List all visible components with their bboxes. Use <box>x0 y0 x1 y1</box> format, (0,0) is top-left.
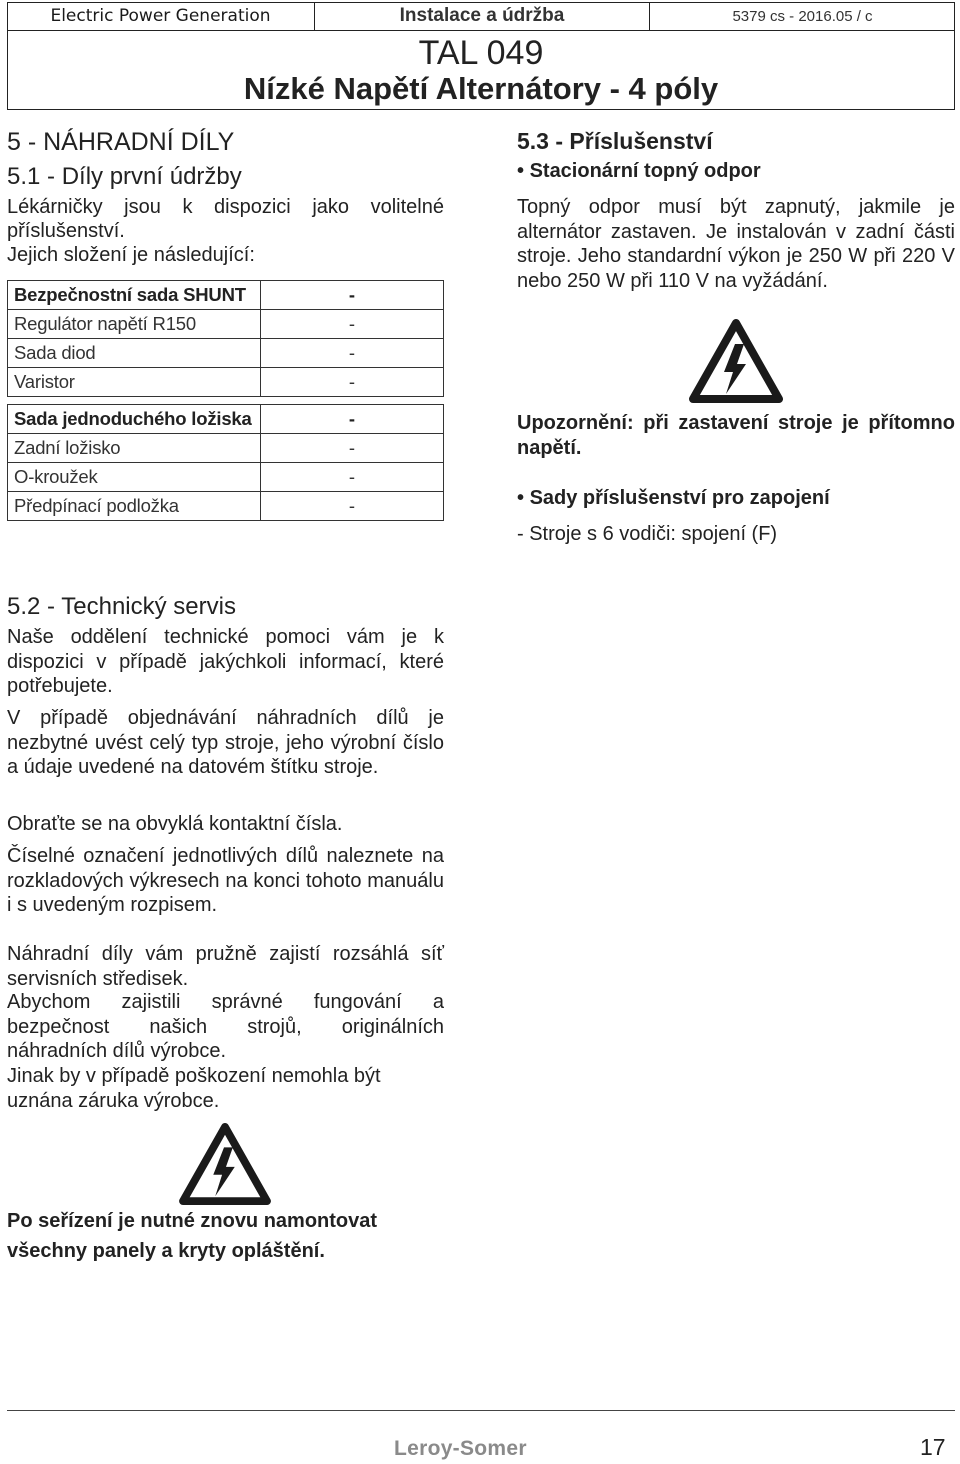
part-name: Sada diod <box>8 339 261 368</box>
bullet-heater: • Stacionární topný odpor <box>517 160 761 182</box>
table-row <box>8 368 444 397</box>
service-paragraph-6: Abychom zajistili správné fungování a bezpečnost našich strojů, originálních náhradních dílů výrobce. <box>7 991 444 1062</box>
panels-notice: Po seřízení je nutné znovu namontovat všechny panely a kryty opláštění. <box>7 1210 378 1262</box>
section-heading-5-2: 5.2 - Technický servis <box>7 593 236 620</box>
part-value: - <box>261 339 444 368</box>
high-voltage-warning-icon <box>688 318 784 404</box>
table-row <box>8 434 444 463</box>
table-row <box>8 339 444 368</box>
intro-line-1: Lékárničky jsou k dispozici jako volitelné <box>7 196 444 218</box>
service-paragraph-5: Náhradní díly vám pružně zajistí rozsáhlá síť servisních středisek. <box>7 943 444 990</box>
parts-table-shunt <box>7 280 444 397</box>
intro-line-3: Jejich složení je následující: <box>7 244 255 266</box>
section-heading-5-1: 5.1 - Díly první údržby <box>7 163 242 190</box>
intro-line-2: příslušenství. <box>7 220 125 242</box>
service-paragraph-2: V případě objednávání náhradních dílů je nezbytné uvést celý typ stroje, jeho výrobní číslo a údaje uvedené na datovém štítku stroje. <box>7 707 444 778</box>
chapter-heading: 5 - NÁHRADNÍ DÍLY <box>7 128 235 156</box>
table-row <box>8 405 444 434</box>
footer-divider <box>7 1410 955 1411</box>
part-name: Bezpečnostní sada SHUNT <box>8 281 261 310</box>
service-paragraph-7: Jinak by v případě poškození nemohla být uznána záruka výrobce. <box>7 1065 381 1112</box>
part-value: - <box>261 368 444 397</box>
service-paragraph-1: Naše oddělení technické pomoci vám je k dispozici v případě jakýchkoli informací, které potřebujete. <box>7 626 444 697</box>
bullet-connection-kits: • Sady příslušenství pro zapojení <box>517 487 830 509</box>
heater-description: Topný odpor musí být zapnutý, jakmile je alternátor zastaven. Je instalován v zadní části stroje. Jeho standardní výkon je 250 W při 220 V nebo 250 W při 110 V na vyžádání. <box>517 196 955 292</box>
table-row <box>8 463 444 492</box>
part-name: Regulátor napětí R150 <box>8 310 261 339</box>
part-value: - <box>261 405 444 434</box>
high-voltage-warning-icon <box>178 1122 272 1206</box>
voltage-warning-text: Upozornění: při zastavení stroje je přítomno napětí. <box>517 412 955 459</box>
part-name: Předpínací podložka <box>8 492 261 521</box>
part-value: - <box>261 492 444 521</box>
part-value: - <box>261 434 444 463</box>
section-heading-5-3: 5.3 - Příslušenství <box>517 128 713 154</box>
parts-table-bearing <box>7 404 444 521</box>
page-number: 17 <box>920 1434 946 1460</box>
part-value: - <box>261 463 444 492</box>
part-name: O-kroužek <box>8 463 261 492</box>
table-row <box>8 492 444 521</box>
doc-title: TAL 049 <box>418 34 544 72</box>
connection-description: - Stroje s 6 vodiči: spojení (F) <box>517 523 778 545</box>
header-section: Instalace a údržba <box>315 2 650 31</box>
part-name: Varistor <box>8 368 261 397</box>
leroy-somer-logo: Leroy-Somer <box>394 1437 527 1460</box>
table-row <box>8 310 444 339</box>
header-company: Electric Power Generation <box>7 2 315 31</box>
table-row <box>8 281 444 310</box>
part-name: Sada jednoduchého ložiska <box>8 405 261 434</box>
part-value: - <box>261 281 444 310</box>
part-name: Zadní ložisko <box>8 434 261 463</box>
service-paragraph-3: Obraťte se na obvyklá kontaktní čísla. <box>7 813 343 835</box>
header-doc-ref: 5379 cs - 2016.05 / c <box>650 2 955 31</box>
service-paragraph-4: Číselné označení jednotlivých dílů naleznete na rozkladových výkresech na konci tohoto manuálu i s uvedeným rozpisem. <box>7 845 444 916</box>
doc-subtitle: Nízké Napětí Alternátory - 4 póly <box>243 71 719 106</box>
part-value: - <box>261 310 444 339</box>
